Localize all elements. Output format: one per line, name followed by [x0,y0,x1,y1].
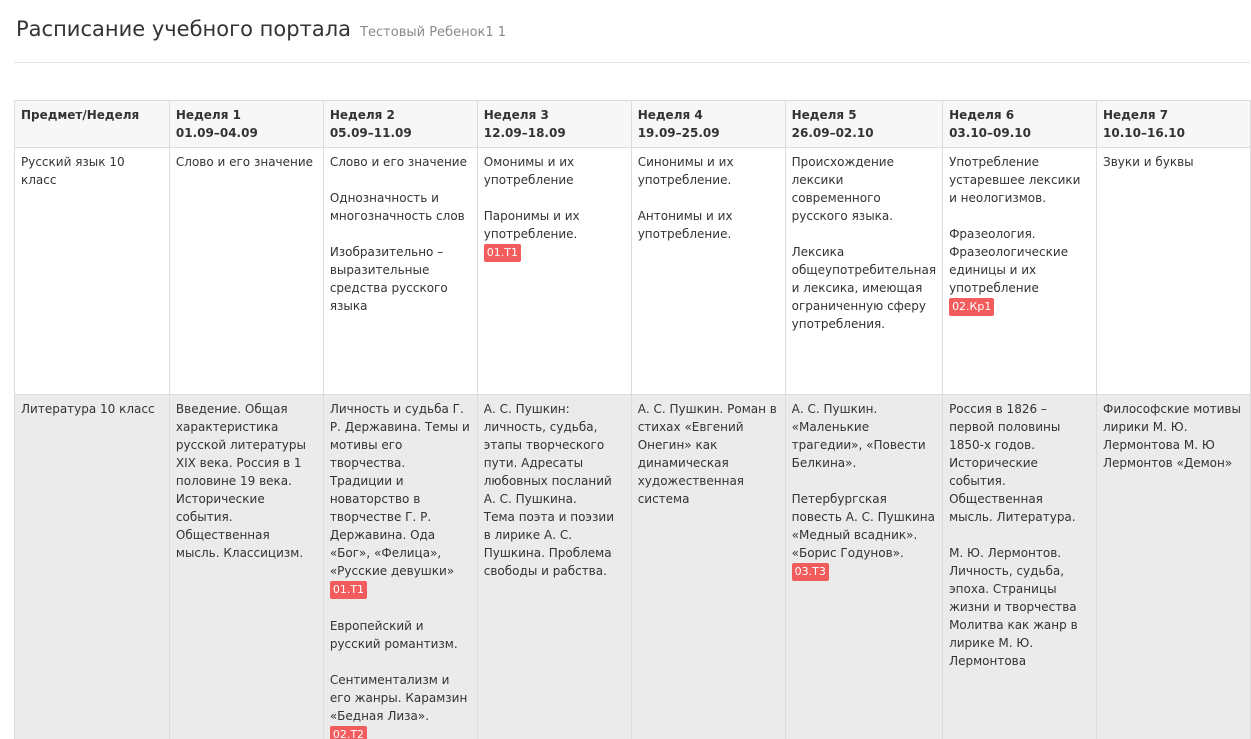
week-cell [943,395,1097,739]
lesson-topic: Звуки и буквы [1103,155,1194,169]
lesson-topic: М. Ю. Лермонтов. Личность, судьба, эпоха. Страницы жизни и творчества Молитва как жанр в лирике М. Ю. Лермонтова [949,546,1078,668]
lesson-topic: Происхождение лексики современного русского языка. [791,155,894,223]
schedule-table [14,100,1251,739]
lesson-topic: Слово и его значение [329,155,467,169]
week-dates: 19.09–25.09 [637,126,720,140]
lesson-topic: Личность и судьба Г. Р. Державина. Темы и мотивы его творчества. Традиции и новаторство в творчестве Г. Р. Державина. Ода «Бог», «Фелица», «Русские девушки» [329,402,470,578]
week-cell [169,395,323,739]
week-header [943,101,1097,148]
week-dates: 03.10–09.10 [949,126,1031,140]
week-cell [631,395,785,739]
lesson-topic: Тема поэта и поэзии в лирике А. С. Пушкина. Проблема свободы и рабства. [483,510,614,578]
week-dates: 10.10–16.10 [1103,126,1185,140]
week-header [631,101,785,148]
week-cell [323,148,477,395]
header-divider [14,62,1250,63]
header-row [15,101,1251,148]
lesson-topic: Синонимы и их употребление. [637,155,734,187]
assignment-badge[interactable]: 02.Т2 [330,726,367,739]
week-cell [477,395,631,739]
lesson-topic: Омонимы и их употребление [483,155,575,187]
week-cell [631,148,785,395]
lesson-topic: Россия в 1826 – первой половины 1850-х годов. Исторические события. Общественная мысль. Литература. [949,402,1076,524]
subject-name: Русский язык 10 класс [15,148,170,395]
week-header [1097,101,1251,148]
lesson-topic: А. С. Пушкин: личность, судьба, этапы творческого пути. Адресаты любовных посланий А. С. Пушкина. [483,402,612,506]
lesson-topic: Паронимы и их употребление. [483,209,580,241]
lesson-topic: Фразеология. Фразеологические единицы и их употребление [949,227,1069,295]
week-header [323,101,477,148]
week-cell [169,148,323,395]
student-name: Тестовый Ребенок1 1 [360,25,507,40]
corner-header: Предмет/Неделя [15,101,170,148]
lesson-topic: Слово и его значение [175,155,314,169]
lesson-topic: А. С. Пушкин. Роман в стихах «Евгений Онегин» как динамическая художественная система [637,402,777,506]
week-name: Неделя 1 [175,108,241,122]
week-header [169,101,323,148]
lesson-topic: Лексика общеупотребительная и лексика, имеющая ограниченную сферу употребления. [791,245,937,331]
week-dates: 26.09–02.10 [791,126,874,140]
week-cell [477,148,631,395]
subject-row-russian [15,148,1251,395]
lesson-topic: Однозначность и многозначность слов [329,191,465,223]
subject-name: Литература 10 класс [15,395,170,739]
lesson-topic: Введение. Общая характеристика русской литературы XIX века. Россия в 1 половине 19 века. Исторические события. Общественная мысль. Классицизм. [175,402,307,560]
week-dates: 01.09–04.09 [175,126,258,140]
lesson-topic: Изобразительно – выразительные средства русского языка [329,245,448,313]
assignment-badge[interactable]: 01.Т1 [484,244,521,262]
week-name: Неделя 4 [637,108,703,122]
week-name: Неделя 3 [483,108,549,122]
schedule-grid [14,100,1251,739]
lesson-topic: А. С. Пушкин. «Маленькие трагедии», «Повести Белкина». [791,402,926,470]
lesson-topic: Философские мотивы лирики М. Ю. Лермонтова М. Ю Лермонтов «Демон» [1103,402,1241,470]
lesson-topic: Европейский и русский романтизм. [329,619,458,651]
week-cell [1097,395,1251,739]
week-dates: 12.09–18.09 [483,126,566,140]
lesson-topic: Сентиментализм и его жанры. Карамзин «Бедная Лиза». [329,673,468,723]
week-name: Неделя 5 [791,108,857,122]
week-cell [785,148,942,395]
week-cell [785,395,942,739]
assignment-badge[interactable]: 02.Кр1 [949,298,994,316]
week-name: Неделя 2 [329,108,395,122]
lesson-topic: Употребление устаревшее лексики и неологизмов. [949,155,1081,205]
week-dates: 05.09–11.09 [329,126,412,140]
assignment-badge[interactable]: 01.Т1 [330,581,367,599]
assignment-badge[interactable]: 03.Т3 [792,563,829,581]
week-name: Неделя 7 [1103,108,1169,122]
page-title: Расписание учебного портала [16,17,351,41]
week-cell [943,148,1097,395]
week-cell [1097,148,1251,395]
page-header [16,17,1250,41]
week-name: Неделя 6 [949,108,1015,122]
subject-row-literature [15,395,1251,739]
week-header [785,101,942,148]
lesson-topic: Антонимы и их употребление. [637,209,733,241]
lesson-topic: Петербургская повесть А. С. Пушкина «Медный всадник». «Борис Годунов». [791,492,935,560]
week-header [477,101,631,148]
week-cell [323,395,477,739]
